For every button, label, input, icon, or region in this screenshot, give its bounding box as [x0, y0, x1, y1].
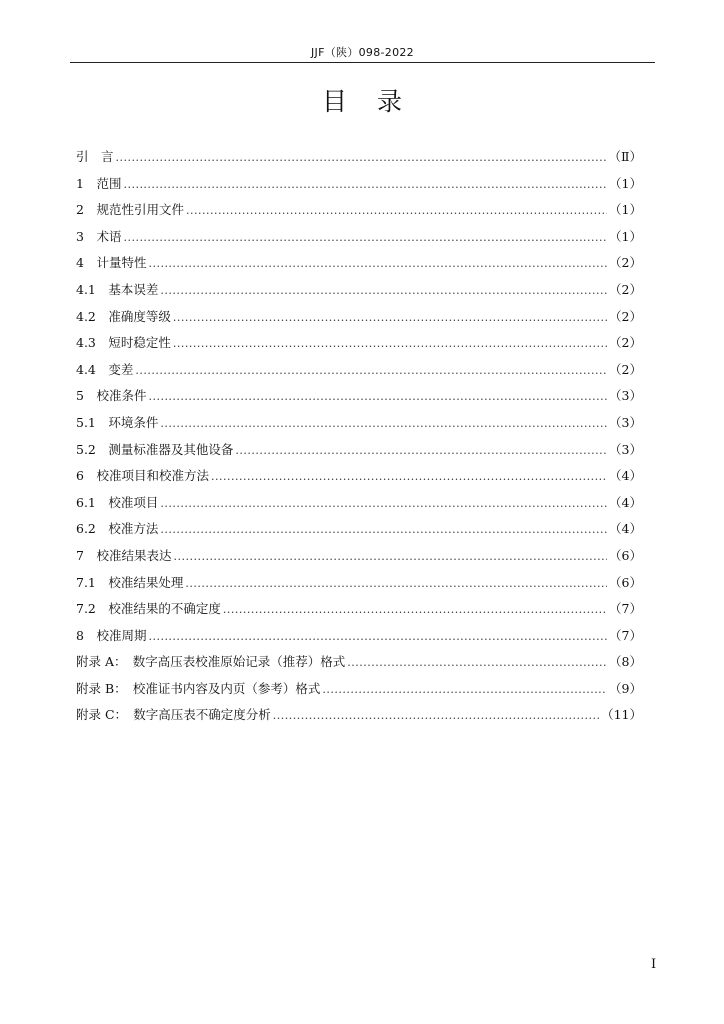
toc-entry-4-1[interactable]: [76, 281, 642, 308]
toc-entry-label: 3 术语: [76, 228, 122, 244]
toc-entry-label: 4.4 变差: [76, 361, 134, 377]
toc-entry-page: （4）: [609, 468, 642, 484]
toc-leader-dots: [186, 202, 607, 220]
toc-entry-page: （3）: [609, 388, 642, 404]
toc-entry-page: （7）: [609, 627, 642, 643]
toc-leader-dots: [116, 149, 607, 167]
toc-leader-dots: [160, 415, 607, 433]
toc-entry-page: （6）: [609, 547, 642, 563]
toc-entry-appendix-a[interactable]: [76, 653, 642, 680]
toc-leader-dots: [223, 601, 607, 619]
toc-entry-page: （8）: [609, 654, 642, 670]
toc-entry-page: （1）: [609, 202, 642, 218]
toc-entry-7-1[interactable]: [76, 574, 642, 601]
toc-entry-page: （1）: [609, 228, 642, 244]
toc-entry-label: 4 计量特性: [76, 255, 147, 271]
toc-leader-dots: [160, 495, 607, 513]
toc-leader-dots: [173, 548, 607, 566]
toc-entry-label: 6.2 校准方法: [76, 521, 159, 537]
toc-leader-dots: [173, 335, 607, 353]
toc-entry-label: 附录 A： 数字高压表校准原始记录（推荐）格式: [76, 654, 346, 670]
toc-entry-8[interactable]: [76, 627, 642, 654]
toc-entry-introduction[interactable]: [76, 148, 642, 175]
toc-entry-page: （2）: [609, 281, 642, 297]
toc-entry-label: 7.2 校准结果的不确定度: [76, 601, 221, 617]
toc-entry-label: 7.1 校准结果处理: [76, 574, 184, 590]
toc-entry-label: 1 范围: [76, 175, 122, 191]
toc-entry-4-2[interactable]: [76, 308, 642, 335]
toc-entry-1[interactable]: [76, 175, 642, 202]
toc-entry-label: 7 校准结果表达: [76, 547, 172, 563]
toc-leader-dots: [235, 442, 607, 460]
page-number: I: [651, 957, 657, 972]
toc-leader-dots: [173, 309, 607, 327]
toc-entry-label: 2 规范性引用文件: [76, 202, 184, 218]
toc-entry-page: （9）: [609, 680, 642, 696]
toc-entry-4-4[interactable]: [76, 361, 642, 388]
toc-entry-2[interactable]: [76, 201, 642, 228]
page-title: 目录: [321, 87, 432, 116]
toc-leader-dots: [322, 681, 607, 699]
toc-leader-dots: [123, 176, 607, 194]
toc-entry-page: （11）: [601, 707, 642, 723]
toc-entry-label: 4.2 准确度等级: [76, 308, 171, 324]
toc-entry-6-2[interactable]: [76, 520, 642, 547]
toc-entry-label: 附录 B： 校准证书内容及内页（参考）格式: [76, 680, 321, 696]
toc-entry-page: （2）: [609, 255, 642, 271]
toc-entry-page: （Ⅱ）: [608, 149, 642, 164]
toc-entry-page: （4）: [609, 494, 642, 510]
toc-leader-dots: [160, 521, 607, 539]
toc-entry-appendix-c[interactable]: [76, 706, 642, 733]
toc-entry-6[interactable]: [76, 467, 642, 494]
toc-leader-dots: [135, 362, 607, 380]
toc-entry-label: 8 校准周期: [76, 627, 147, 643]
toc-leader-dots: [123, 229, 607, 247]
toc-leader-dots: [148, 388, 607, 406]
toc-entry-page: （6）: [609, 574, 642, 590]
toc-leader-dots: [148, 255, 607, 273]
toc-leader-dots: [148, 628, 607, 646]
toc-entry-appendix-b[interactable]: [76, 680, 642, 707]
toc-entry-4[interactable]: [76, 254, 642, 281]
toc-entry-page: （2）: [609, 335, 642, 351]
toc-entry-label: 5 校准条件: [76, 388, 147, 404]
toc-leader-dots: [273, 707, 599, 725]
toc-entry-page: （2）: [609, 361, 642, 377]
toc-leader-dots: [211, 468, 607, 486]
toc-entry-5[interactable]: [76, 387, 642, 414]
table-of-contents: [76, 148, 642, 733]
toc-entry-5-2[interactable]: [76, 441, 642, 468]
toc-entry-label: 5.1 环境条件: [76, 414, 159, 430]
document-header-code: JJF（陕）098-2022: [311, 46, 414, 59]
toc-leader-dots: [185, 575, 607, 593]
toc-entry-7[interactable]: [76, 547, 642, 574]
toc-entry-page: （2）: [609, 308, 642, 324]
toc-leader-dots: [347, 654, 607, 672]
toc-entry-label: 6 校准项目和校准方法: [76, 468, 209, 484]
toc-entry-page: （1）: [609, 175, 642, 191]
toc-entry-page: （7）: [609, 601, 642, 617]
toc-entry-7-2[interactable]: [76, 600, 642, 627]
header-rule: [70, 62, 655, 63]
toc-entry-label: 5.2 测量标准器及其他设备: [76, 441, 234, 457]
toc-leader-dots: [160, 282, 607, 300]
toc-entry-page: （3）: [609, 414, 642, 430]
toc-entry-label: 4.1 基本误差: [76, 281, 159, 297]
toc-entry-5-1[interactable]: [76, 414, 642, 441]
toc-entry-label: 引 言: [76, 149, 114, 164]
toc-entry-page: （4）: [609, 521, 642, 537]
toc-entry-6-1[interactable]: [76, 494, 642, 521]
toc-entry-label: 6.1 校准项目: [76, 494, 159, 510]
toc-entry-4-3[interactable]: [76, 334, 642, 361]
toc-entry-page: （3）: [609, 441, 642, 457]
toc-entry-3[interactable]: [76, 228, 642, 255]
toc-entry-label: 附录 C： 数字高压表不确定度分析: [76, 707, 271, 723]
toc-entry-label: 4.3 短时稳定性: [76, 335, 171, 351]
